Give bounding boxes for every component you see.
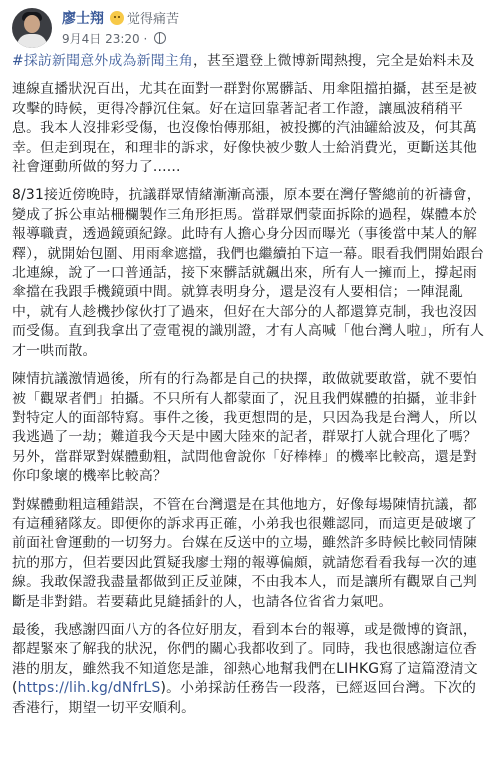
post-meta — [62, 30, 166, 47]
meta-separator: · — [143, 32, 148, 46]
avatar-face — [24, 15, 40, 33]
intro-text: ，甚至還登上微博新聞熱搜，完全是始料未及 — [192, 53, 475, 69]
paragraph-3: 陳情抗議激情過後，所有的行為都是自己的抉擇，敢做就要敢當，就不要怕被「觀眾者們」拍攝。不只所有人都蒙面了，況且我們媒體的拍攝，並非針對特定人的面部特寫。事件之後，我更想問的是，只因為我是台灣人，所以我逃過了一劫；難道我今天是中國大陸來的記者，群眾打人就合理化了嗎？另外，當群眾對媒體動粗，試問他會說你「好棒棒」的機率比較高，還是對你印象壞的機率比較高？ — [12, 371, 477, 485]
paragraph-5-text-b: )。小弟採訪任務告一段落，已經返回台灣。下次的香港行，期望一切平安順利。 — [12, 680, 477, 716]
paragraph-5-text-a: 最後，我感謝四面八方的各位好朋友，看到本台的報導，或是微博的資訊，都趕緊來了解我的狀況，你們的關心我都收到了。同時，我也很感謝這位香港的朋友，雖然我不知道您是誰，卻熱心地幫我們在LIHKG寫了這篇澄清文( — [12, 621, 478, 697]
paragraph-5 — [12, 621, 488, 718]
sad-face-emoji-icon — [110, 11, 124, 25]
author-line — [62, 10, 179, 29]
post-header — [12, 8, 492, 48]
globe-icon[interactable] — [154, 32, 166, 44]
paragraph-4: 對媒體動粗這種錯誤，不管在台灣還是在其他地方，好像每場陳情抗議，都有這種豬隊友。即便你的訴求再正確，小弟我也很難認同，而這更是破壞了前面社會運動的一切努力。台媒在反送中的立場，雖然許多時候比較同情陳抗的那方，但若要因此質疑我廖士翔的報導偏頗，就請您看看我每一次的連線。我敢保證我盡量都做到正反並陳，不由我本人，而是讓所有觀眾自己判斷是非對錯。若要藉此見縫插針的人，也請各位省省力氣吧。 — [12, 496, 477, 610]
intro-paragraph — [12, 52, 488, 71]
paragraph-2: 8/31接近傍晚時，抗議群眾情緒漸漸高漲，原本要在灣仔警總前的祈禱會，變成了拆公車站柵欄製作三角形拒馬。當群眾們蒙面拆除的過程，媒體本於報導職責，透過鏡頭紀錄。此時有人擔心身分因而曝光（事後當中某人的解釋），就開始包圍、用雨傘遮擋，我們也繼續拍下這一幕。眼看我們開始跟台北連線，說了一口普通話，接下來髒話就飆出來，所有人一擁而上，撐起雨傘擋在我跟手機鏡頭中間。就算表明身分，還是沒有人要相信；一陣混亂中，就有人趁機抄傢伙打了過來，但好在大部分的人都還算克制，我也沒因而受傷。直到我拿出了壹電視的識別證，才有人高喊「他台灣人啦」，所有人才一哄而散。 — [12, 187, 485, 359]
author-name[interactable]: 廖士翔 — [62, 11, 104, 27]
avatar-shirt — [17, 34, 47, 48]
avatar[interactable] — [12, 8, 52, 48]
lihkg-link[interactable]: https://lih.kg/dNfrLS — [17, 680, 161, 697]
post-body — [12, 52, 488, 727]
feeling-label: 觉得痛苦 — [127, 12, 180, 27]
post-timestamp[interactable]: 9月4日 23:20 — [62, 32, 140, 46]
paragraph-1: 連線直播狀況百出，尤其在面對一群對你罵髒話、用傘阻擋拍攝，甚至是被攻擊的時候，更得冷靜沉住氣。好在這回靠著記者工作證，讓風波稍稍平息。我本人沒排彩受傷，也沒像怡傳那組，被投擲的汽油罐給波及，何其萬幸。但走到現在，和理非的訴求，好像快被少數人士給消費光，更斷送其他社會運動所做的努力了...... — [12, 81, 477, 176]
hashtag-link[interactable]: #採訪新聞意外成為新聞主角 — [12, 53, 193, 69]
